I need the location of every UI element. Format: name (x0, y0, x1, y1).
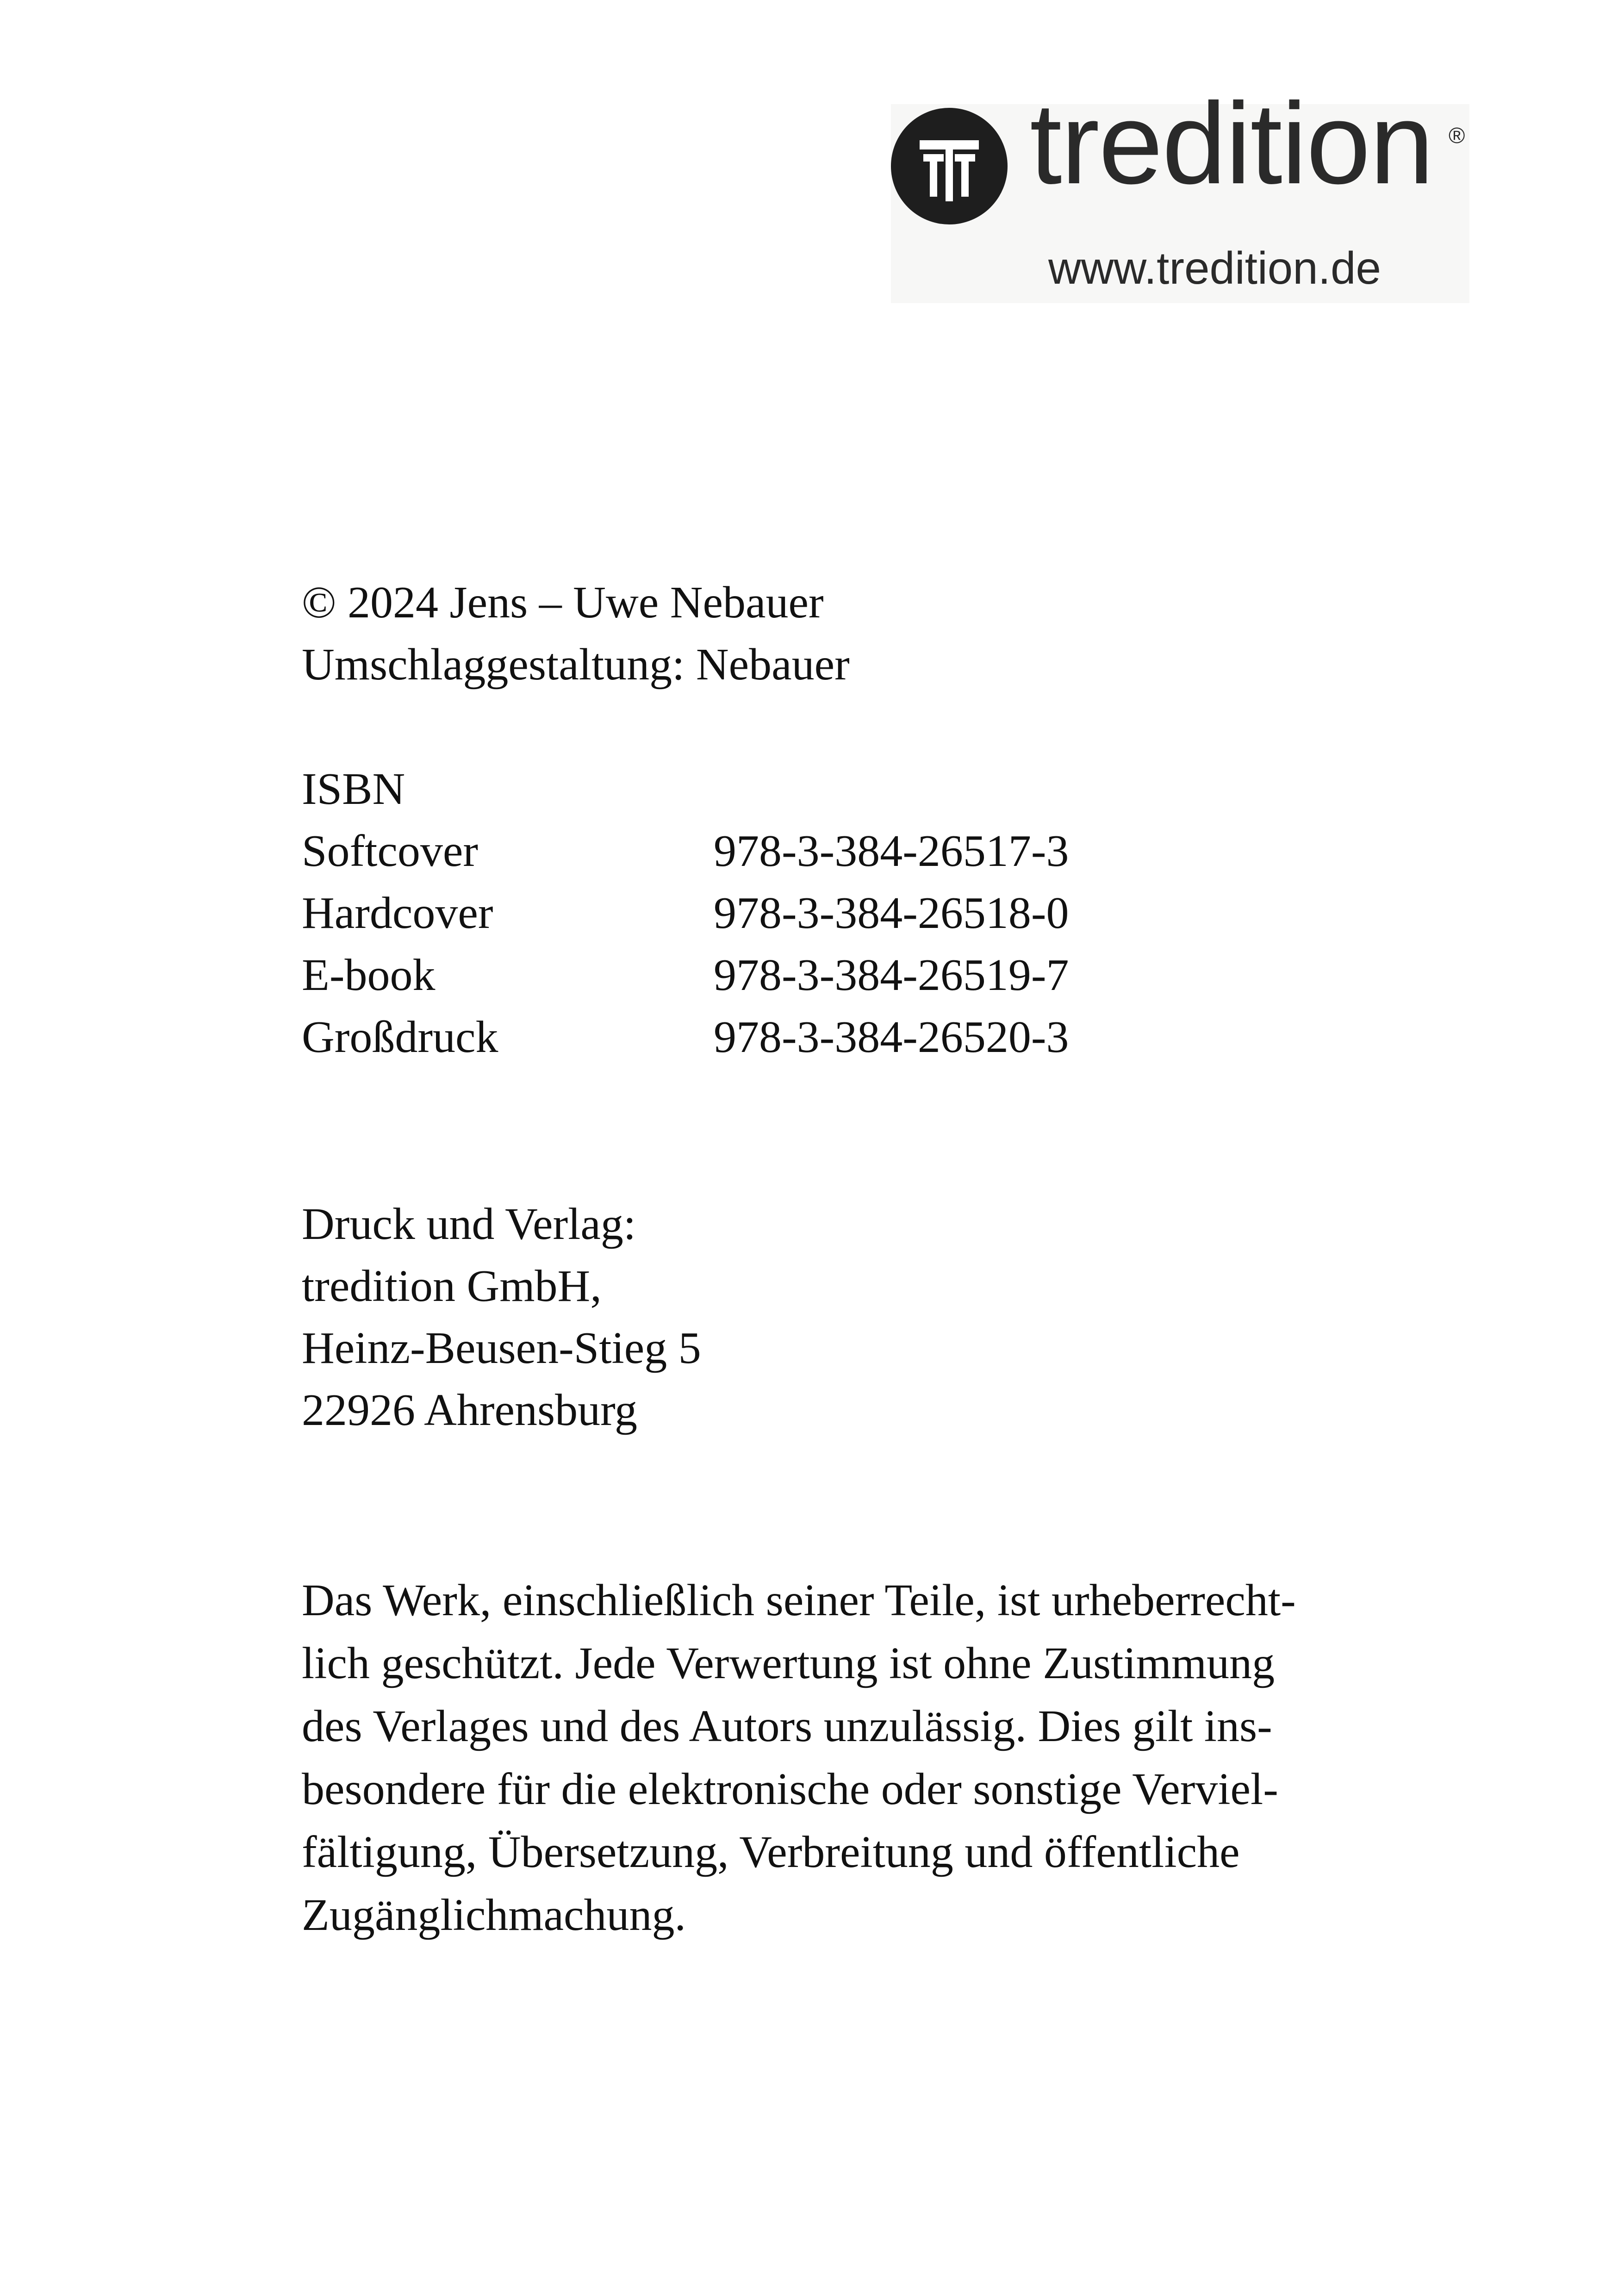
publisher-line: Heinz-Beusen-Stieg 5 (302, 1323, 701, 1373)
notice-line: lich geschützt. Jede Verwertung ist ohne Zustimmung (302, 1638, 1275, 1688)
publisher-logo (891, 79, 1469, 303)
publisher-address-block (302, 1193, 701, 1441)
isbn-row (302, 820, 1069, 882)
notice-line: des Verlages und des Autors unzulässig. Dies gilt ins- (302, 1701, 1272, 1751)
logo-url: www.tredition.de (1048, 243, 1382, 293)
notice-line: Zugänglichmachung. (302, 1890, 686, 1940)
logo-wordmark: tredition (1030, 79, 1433, 208)
isbn-heading: ISBN (302, 764, 405, 814)
publisher-line: Druck und Verlag: (302, 1199, 636, 1249)
isbn-row (302, 1006, 1069, 1068)
isbn-label: Hardcover (302, 888, 493, 938)
registered-mark: ® (1449, 124, 1465, 148)
tredition-emblem-icon (891, 108, 1008, 224)
isbn-row (302, 882, 1069, 944)
copyright-notice-paragraph (302, 1569, 1436, 1947)
copyright-line: © 2024 Jens – Uwe Nebauer (302, 578, 824, 628)
publisher-line: tredition GmbH, (302, 1261, 602, 1311)
notice-line: besondere für die elektronische oder sonstige Verviel- (302, 1764, 1278, 1814)
isbn-block (302, 758, 1069, 1068)
isbn-row (302, 944, 1069, 1006)
cover-design-line: Umschlaggestaltung: Nebauer (302, 640, 850, 690)
isbn-value: 978-3-384-26517-3 (714, 826, 1069, 876)
copyright-block (302, 572, 850, 696)
isbn-value: 978-3-384-26518-0 (714, 888, 1069, 938)
isbn-value: 978-3-384-26520-3 (714, 1012, 1069, 1062)
publisher-line: 22926 Ahrensburg (302, 1385, 637, 1435)
isbn-label: Softcover (302, 826, 478, 876)
isbn-label: Großdruck (302, 1012, 498, 1062)
isbn-value: 978-3-384-26519-7 (714, 950, 1069, 1000)
notice-line: fältigung, Übersetzung, Verbreitung und öffentliche (302, 1827, 1240, 1877)
notice-line: Das Werk, einschließlich seiner Teile, ist urheberrecht- (302, 1575, 1296, 1625)
isbn-label: E-book (302, 950, 436, 1000)
